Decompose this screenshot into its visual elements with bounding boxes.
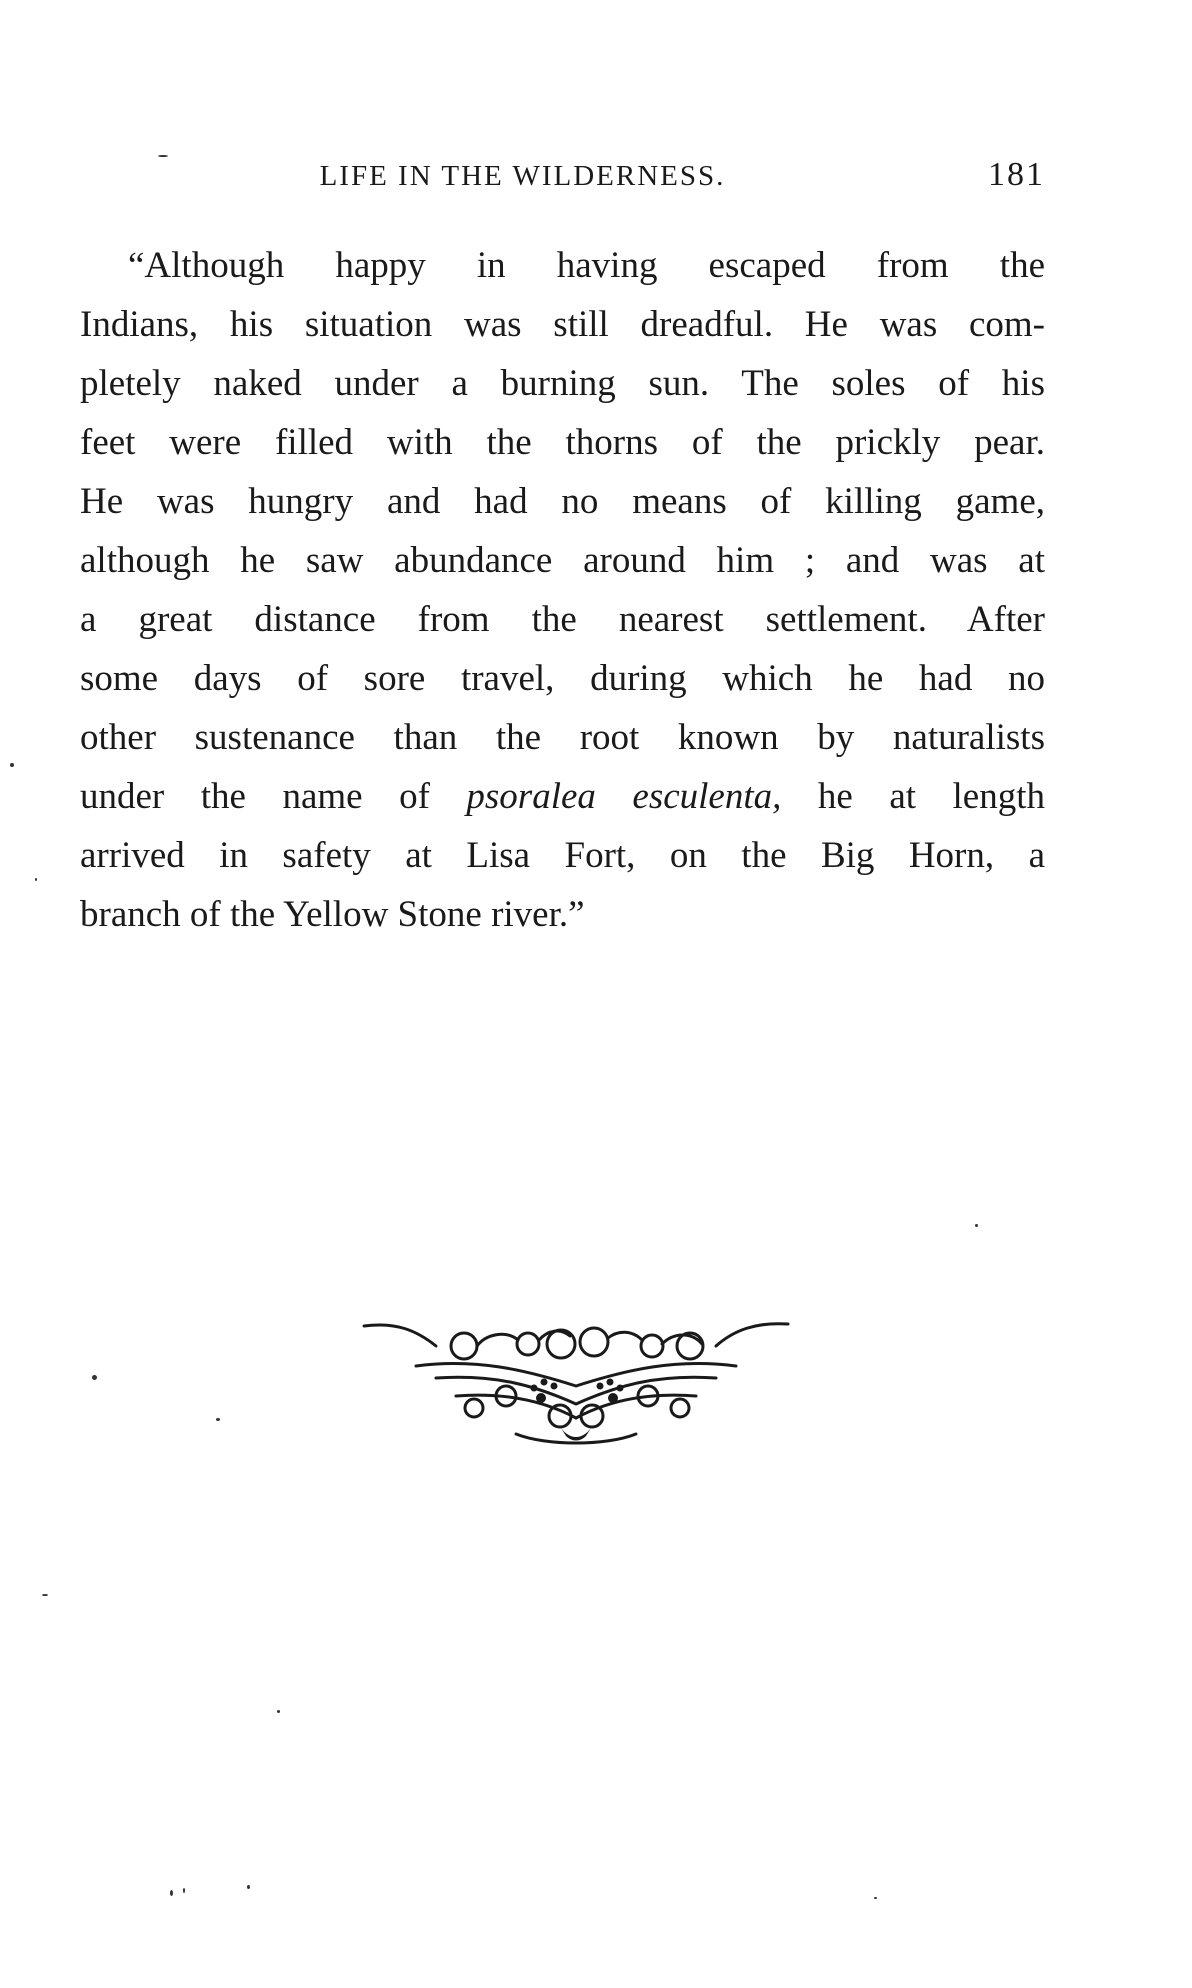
tailpiece-ornament-icon (356, 1300, 796, 1450)
scan-speck (170, 1890, 173, 1896)
text-line-4: feet were filled with the thorns of the prickly pear. (80, 422, 1045, 463)
scan-speck (42, 1594, 48, 1596)
scan-speck (183, 1888, 185, 1893)
text-line-10-pre: under the name of (80, 776, 467, 817)
body-paragraph (80, 236, 1045, 944)
text-line-8: some days of sore travel, during which he had no (80, 658, 1045, 699)
scan-speck (216, 1418, 220, 1421)
text-line-10 (80, 767, 1045, 826)
italic-species-name: psoralea esculenta, (466, 776, 782, 817)
text-line-6: although he saw abundance around him ; and was at (80, 540, 1045, 581)
text-line-3: pletely naked under a burning sun. The soles of his (80, 363, 1045, 404)
scan-speck (874, 1897, 877, 1899)
text-line-2: Indians, his situation was still dreadful. He was com- (80, 304, 1045, 345)
running-head (80, 156, 1045, 200)
scan-speck (247, 1885, 250, 1889)
text-line-12: branch of the Yellow Stone river.” (80, 894, 585, 935)
scan-speck (35, 878, 37, 881)
page-number: 181 (988, 156, 1045, 193)
scan-speck (10, 763, 14, 767)
scan-speck (277, 1710, 280, 1713)
text-line-5: He was hungry and had no means of killing game, (80, 481, 1045, 522)
scan-speck (158, 155, 168, 157)
scan-speck (92, 1375, 97, 1380)
text-line-7: a great distance from the nearest settlement. After (80, 599, 1045, 640)
text-line-9: other sustenance than the root known by naturalists (80, 717, 1045, 758)
text-line-11: arrived in safety at Lisa Fort, on the Big Horn, a (80, 835, 1045, 876)
scan-speck (975, 1224, 978, 1227)
text-line-1: “Although happy in having escaped from the (128, 245, 1045, 286)
text-line-10-post: he at length (781, 776, 1045, 817)
running-title: LIFE IN THE WILDERNESS. (319, 160, 726, 192)
